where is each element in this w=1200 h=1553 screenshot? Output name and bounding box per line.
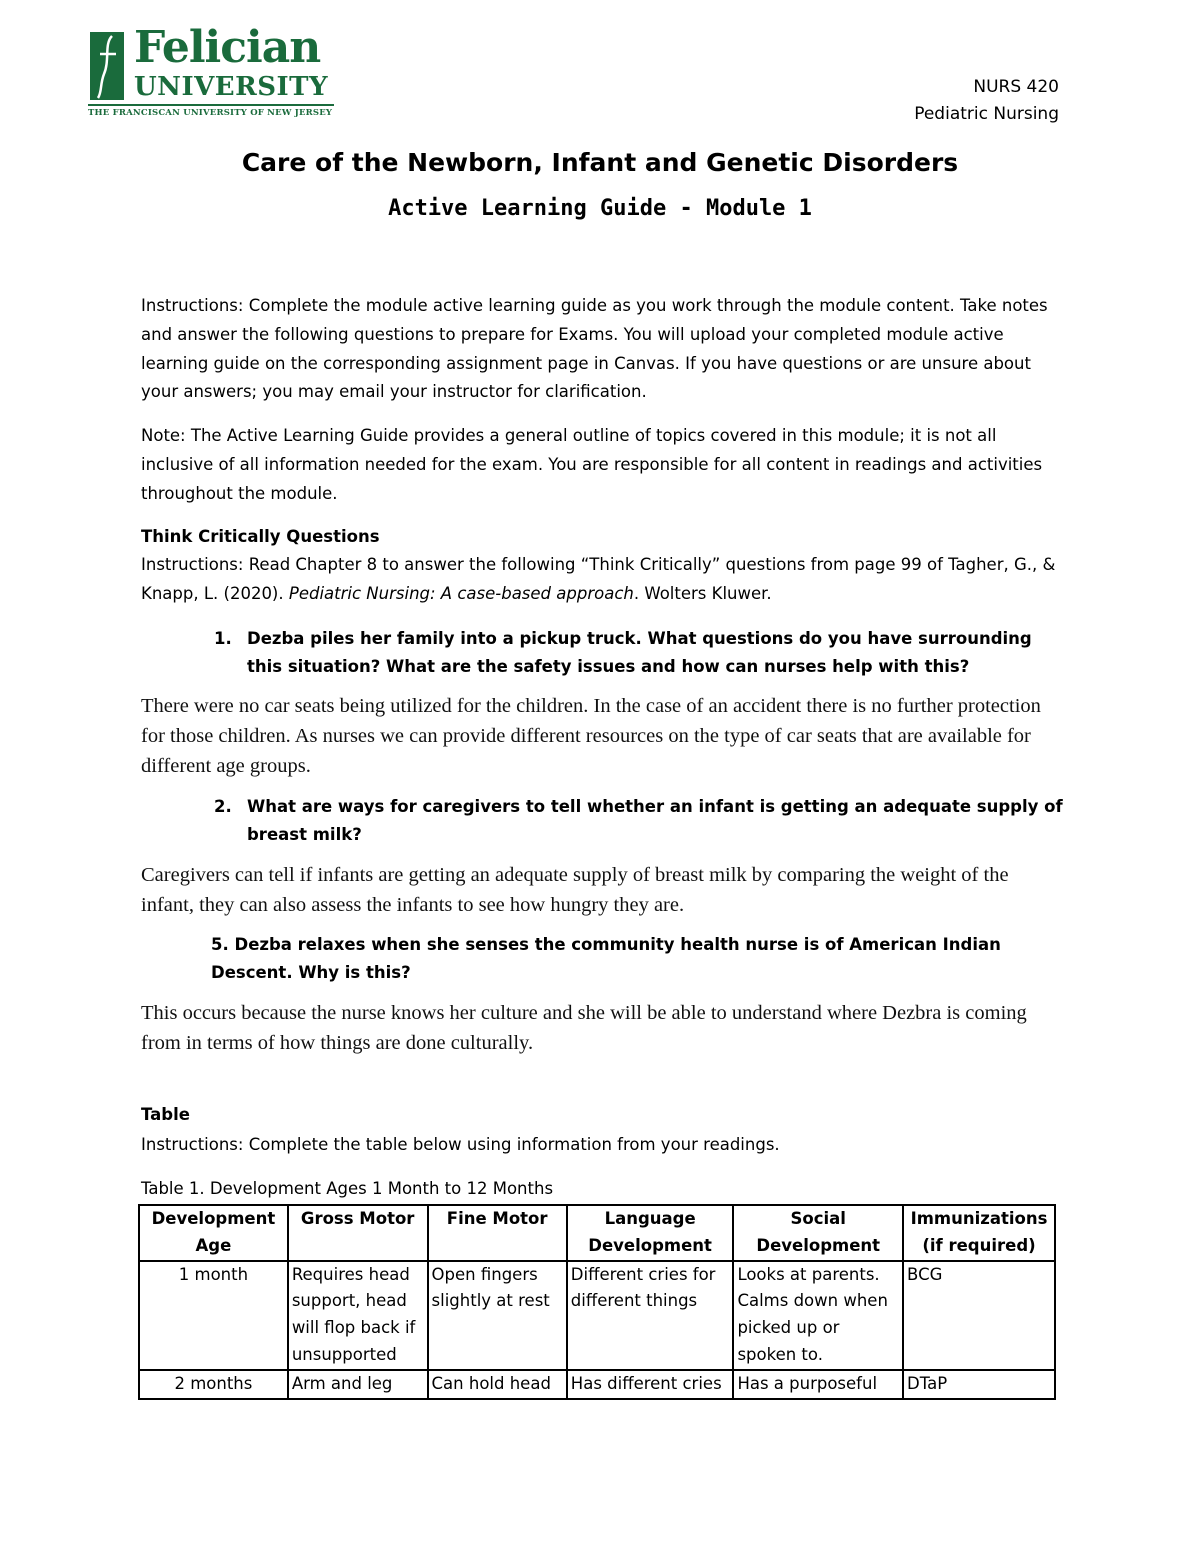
- header-fine-motor: Fine Motor: [428, 1205, 567, 1261]
- instructions-post: . Wolters Kluwer.: [633, 583, 772, 603]
- answer-5: This occurs because the nurse knows her culture and she will be able to understand where Dezbra is coming from in terms of how things are done culturally.: [141, 1002, 1027, 1054]
- cell-social: Has a purposeful: [733, 1370, 903, 1399]
- question-text: What are ways for caregivers to tell whether an infant is getting an adequate supply of breast milk?: [247, 797, 1063, 844]
- answer-2: Caregivers can tell if infants are getting an adequate supply of breast milk by comparing the weight of the infant, they can also assess the infants to see how hungry they are.: [141, 864, 1009, 916]
- cell-age: 2 months: [139, 1370, 288, 1399]
- logo-name: Felician: [134, 22, 321, 73]
- logo-university: UNIVERSITY: [134, 72, 329, 102]
- header-immunizations: Immunizations (if required): [903, 1205, 1055, 1261]
- instructions-paragraph: Instructions: Complete the module active learning guide as you work through the module content. Take notes and answer the following questions to prepare for Exams. You will upload your completed module active learning guide on the corresponding assignment page in Canvas. If you have questions or are unsure about your answers; you may email your instructor for clarification.: [141, 296, 1048, 402]
- cell-fine-motor: Open fingers slightly at rest: [428, 1261, 567, 1370]
- cell-language: Has different cries: [567, 1370, 734, 1399]
- course-header: [914, 74, 1059, 128]
- logo-mark-icon: [88, 30, 128, 102]
- university-logo: [88, 22, 338, 120]
- table-caption: Table 1. Development Ages 1 Month to 12 Months: [141, 1179, 554, 1198]
- question-text: 5. Dezba relaxes when she senses the community health nurse is of American Indian Descent. Why is this?: [211, 935, 1001, 982]
- table-instructions: Instructions: Complete the table below using information from your readings.: [141, 1135, 780, 1154]
- question-number: 2.: [214, 797, 232, 816]
- header-development-age: Development Age: [139, 1205, 288, 1261]
- question-2: [214, 793, 1064, 849]
- cell-immunizations: DTaP: [903, 1370, 1055, 1399]
- cell-language: Different cries for different things: [567, 1261, 734, 1370]
- question-1: [214, 625, 1064, 681]
- note-paragraph: Note: The Active Learning Guide provides a general outline of topics covered in this module; it is not all inclusive of all information needed for the exam. You are responsible for all content in readings and activities throughout the module.: [141, 426, 1043, 503]
- document-title: Care of the Newborn, Infant and Genetic Disorders: [241, 148, 959, 177]
- course-name: Pediatric Nursing: [914, 104, 1059, 124]
- logo-rule: [88, 104, 334, 106]
- cell-gross-motor: Requires head support, head will flop back if unsupported: [288, 1261, 428, 1370]
- table-header-row: [139, 1205, 1055, 1261]
- table-heading: Table: [141, 1105, 190, 1124]
- book-title: Pediatric Nursing: A case-based approach: [288, 583, 634, 603]
- document-subtitle: Active Learning Guide - Module 1: [388, 196, 812, 221]
- table-row: [139, 1261, 1055, 1370]
- development-table: [138, 1204, 1056, 1400]
- think-critically-instructions: [141, 551, 1061, 609]
- question-text: Dezba piles her family into a pickup truck. What questions do you have surrounding this situation? What are the safety issues and how can nurses help with this?: [247, 629, 1032, 676]
- cell-age: 1 month: [139, 1261, 288, 1370]
- table-row: [139, 1370, 1055, 1399]
- question-5: [211, 931, 1061, 987]
- cell-fine-motor: Can hold head: [428, 1370, 567, 1399]
- course-code: NURS 420: [973, 77, 1059, 97]
- think-critically-heading: Think Critically Questions: [141, 527, 380, 546]
- cell-immunizations: BCG: [903, 1261, 1055, 1370]
- instructions-pre: Instructions: Read Chapter 8 to answer the following “Think Critically” questions from page 99 of Tagher, G., & Knapp, L. (2020).: [141, 555, 1056, 603]
- header-language-development: Language Development: [567, 1205, 734, 1261]
- cell-gross-motor: Arm and leg: [288, 1370, 428, 1399]
- logo-tagline: THE FRANCISCAN UNIVERSITY OF NEW JERSEY: [88, 108, 333, 118]
- question-number: 1.: [214, 629, 232, 648]
- header-gross-motor: Gross Motor: [288, 1205, 428, 1261]
- answer-1: There were no car seats being utilized for the children. In the case of an accident there is no further protection for those children. As nurses we can provide different resources on the type of car seats that are available for different age groups.: [141, 695, 1041, 777]
- cell-social: Looks at parents. Calms down when picked up or spoken to.: [733, 1261, 903, 1370]
- header-social-development: Social Development: [733, 1205, 903, 1261]
